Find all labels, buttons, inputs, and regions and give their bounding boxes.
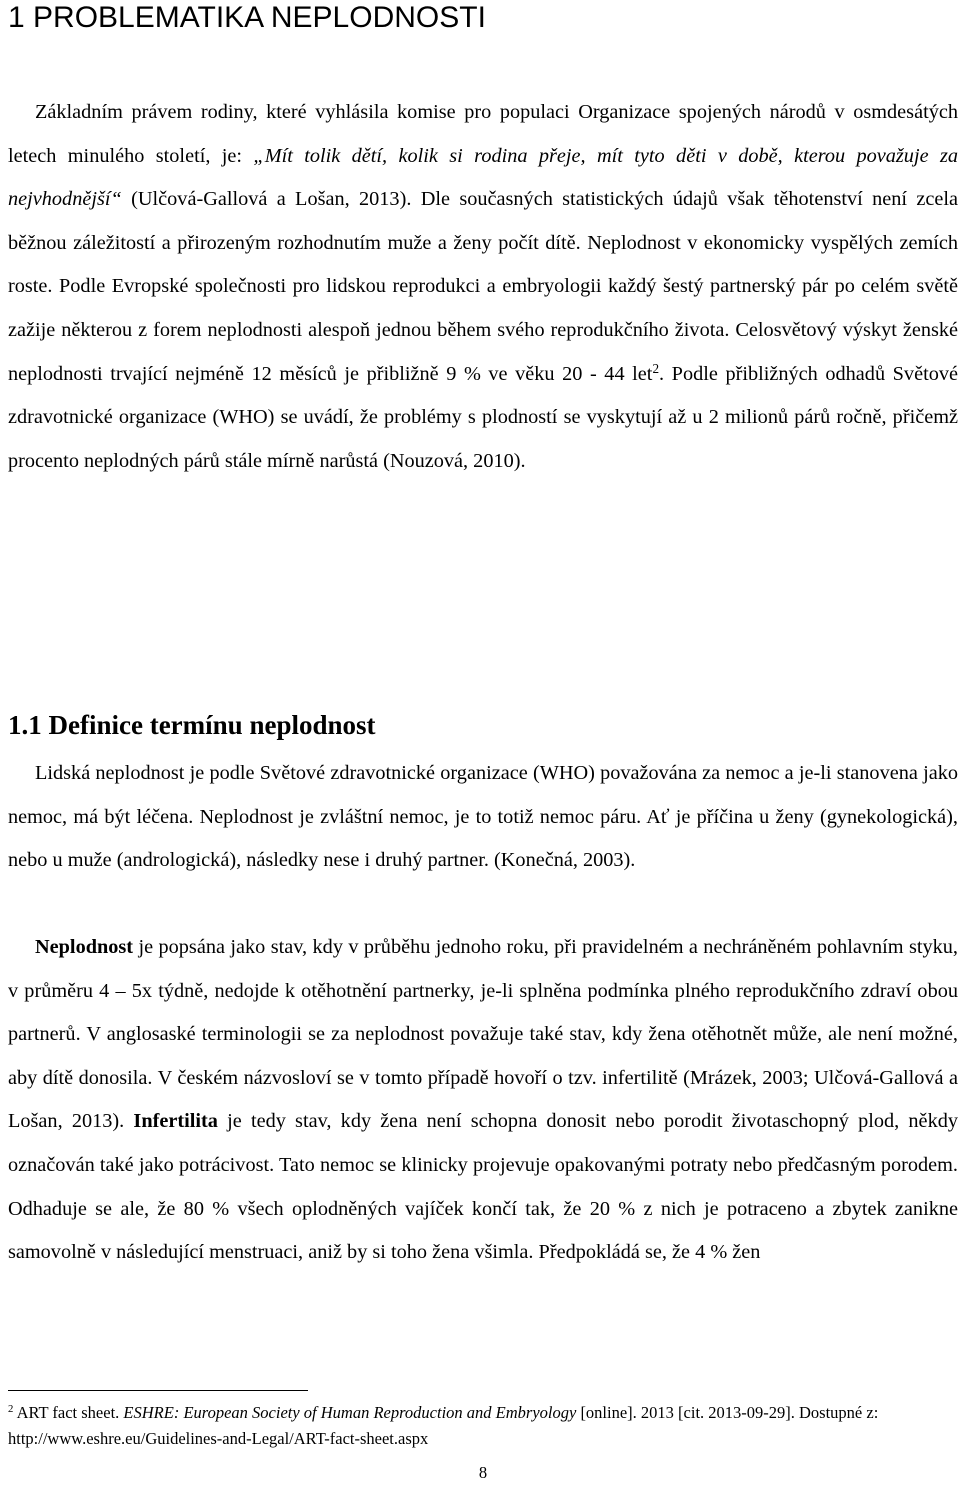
term-neplodnost: Neplodnost: [35, 936, 134, 958]
section-title: 1.1 Definice termínu neplodnost: [8, 710, 376, 740]
footnote-separator: [8, 1390, 308, 1391]
footnote-prefix: ART fact sheet.: [13, 1403, 124, 1422]
neplodnost-paragraph: [8, 926, 958, 1275]
footnote-suffix: [online]. 2013 [cit. 2013-09-29]. Dostupné z: http://www.eshre.eu/Guidelines-and-Legal/ART-fact-sheet.aspx: [8, 1403, 879, 1448]
definition-paragraph: [8, 752, 958, 883]
footnote-number: 2: [8, 1403, 14, 1416]
neplodnost-text: je popsána jako stav, kdy v průběhu jednoho roku, při pravidelném a nechráněném pohlavním styku, v průměru 4 – 5x týdně, nedojde k otěhotnění partnerky, je-li splněna podmínka plného reprodukčního zdraví obou partnerů. V anglosaské terminologii se za neplodnost považuje také stav, kdy žena otěhotnět může, ale není možné, aby dítě donosila. V českém názvosloví se v tomto případě hovoří o tzv. infertilitě (Mrázek, 2003; Ulčová-Gallová a Lošan, 2013).: [8, 936, 958, 1133]
intro-sentence-1: Základním právem rodiny, které vyhlásila komise pro populaci Organizace spojených národů v osmdesátých letech minulého století, je:: [8, 101, 958, 167]
chapter-title: 1 PROBLEMATIKA NEPLODNOSTI: [8, 1, 486, 34]
intro-paragraph: [8, 91, 958, 483]
footnote: [8, 1400, 958, 1452]
term-infertilita: Infertilita: [133, 1110, 218, 1133]
infertilita-text: je tedy stav, kdy žena není schopna donosit nebo porodit životaschopný plod, někdy označován také jako potrácivost. Tato nemoc se klinicky projevuje opakovanými potraty nebo předčasným porodem. Odhaduje se ale, že 80 % všech oplodněných vajíček končí tak, že 20 % z nich je potraceno a zbytek zanikne samovolně v následující menstruaci, aniž by si toho žena všimla. Předpokládá se, že 4 % žen: [8, 1110, 958, 1264]
un-quote: „Mít tolik dětí, kolik si rodina přeje, mít tyto děti v době, kterou považuje za nejvhodnější“: [8, 144, 958, 211]
footnote-reference[interactable]: 2: [652, 360, 660, 376]
footnote-source-title: ESHRE: European Society of Human Reproduction and Embryology: [123, 1403, 577, 1422]
quote-citation: (Ulčová-Gallová a Lošan, 2013).: [121, 188, 412, 211]
intro-body: Dle současných statistických údajů však těhotenství není zcela běžnou záležitostí a přirozeným rozhodnutím muže a ženy počít dítě. Neplodnost v ekonomicky vyspělých zemích roste. Podle Evropské společnosti pro lidskou reprodukci a embryologii každý šestý partnerský pár po celém světě zažije některou z forem neplodnosti alespoň jednou během svého reprodukčního života. Celosvětový výskyt ženské neplodnosti trvající nejméně 12 měsíců je přibližně 9 % ve věku 20 - 44 let: [8, 188, 958, 385]
definition-text: Lidská neplodnost je podle Světové zdravotnické organizace (WHO) považována za nemoc a je-li stanovena jako nemoc, má být léčena. Neplodnost je zvláštní nemoc, je to totiž nemoc páru. Ať je příčina u ženy (gynekologická), nebo u muže (andrologická), následky nese i druhý partner. (Konečná, 2003).: [8, 762, 958, 872]
page-number: 8: [478, 1463, 488, 1482]
intro-ending: . Podle přibližných odhadů Světové zdravotnické organizace (WHO) se uvádí, že problémy s plodností se vyskytují až u 2 milionů párů ročně, přičemž procento neplodných párů stále mírně narůstá (Nouzová, 2010).: [8, 362, 958, 472]
